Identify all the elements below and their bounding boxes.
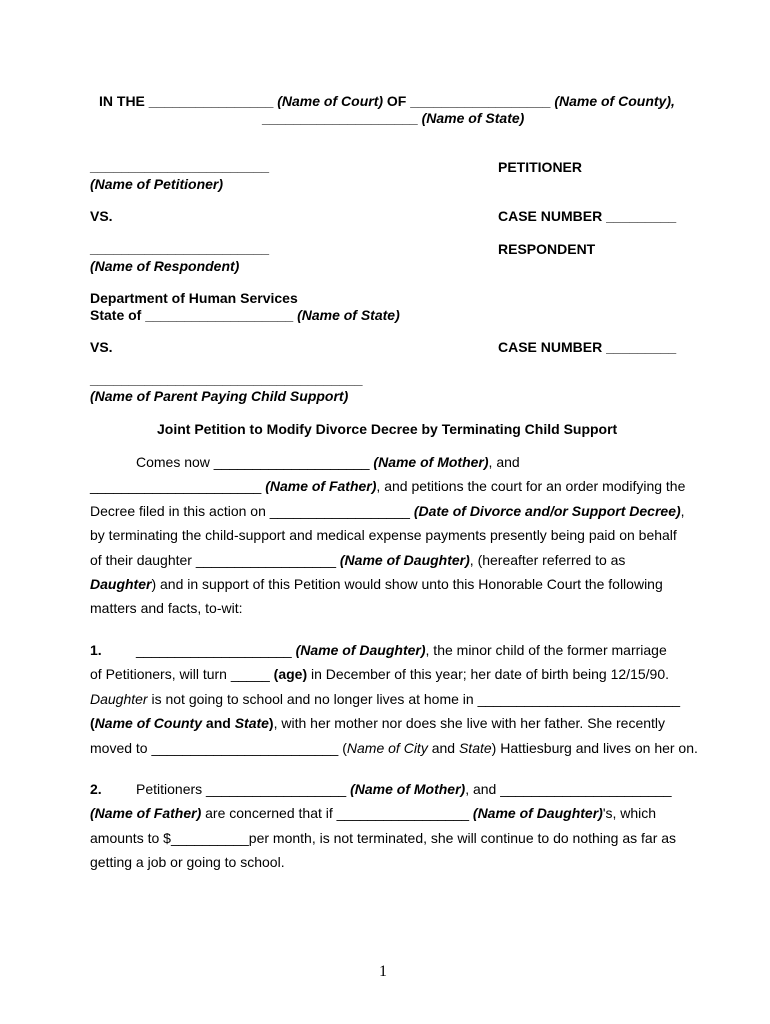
case-number-2: CASE NUMBER _________ xyxy=(498,339,677,355)
petitioner-name-label: (Name of Petitioner) xyxy=(90,176,224,192)
state-of-blank: ___________________ xyxy=(145,307,294,323)
intro-text: ______________________ xyxy=(90,478,262,494)
para1-number: 1. xyxy=(90,642,102,658)
para1-text: in December of this year; her date of birth being 12/15/90. xyxy=(311,666,669,682)
document-title: Joint Petition to Modify Divorce Decree by Terminating Child Support xyxy=(157,421,618,437)
daughter-label: (Name of Daughter) xyxy=(295,642,426,658)
age-label: (age) xyxy=(273,666,308,682)
father-label: (Name of Father) xyxy=(265,478,377,494)
in-the-text: IN THE xyxy=(99,93,145,109)
daughter-label: (Name of Daughter) xyxy=(339,552,470,568)
vs-text-2: VS. xyxy=(90,339,113,355)
county-label: Name of County xyxy=(94,715,203,731)
father-label: (Name of Father) xyxy=(90,805,202,821)
para1-text: ( xyxy=(90,715,95,731)
mother-label: (Name of Mother) xyxy=(373,454,489,470)
court-name-label: (Name of Court) xyxy=(277,93,384,109)
daughter-label: (Name of Daughter) xyxy=(472,805,603,821)
para1-line-4 xyxy=(90,715,665,732)
state-of-line xyxy=(90,307,400,324)
para1-line-2 xyxy=(90,666,669,683)
respondent-label: RESPONDENT xyxy=(498,241,596,257)
vs-text-1: VS. xyxy=(90,208,113,224)
para2-text: 's, which xyxy=(602,805,657,821)
intro-text: , and petitions the court for an order modifying the xyxy=(376,478,686,494)
para2-line-1 xyxy=(136,781,672,798)
page-number: 1 xyxy=(379,963,387,980)
para1-text: ) xyxy=(268,715,274,731)
para1-text: of Petitioners, will turn _____ xyxy=(90,666,270,682)
department-name: Department of Human Services xyxy=(90,290,298,306)
state-of-label: (Name of State) xyxy=(297,307,400,323)
para2-text: are concerned that if _________________ xyxy=(201,805,470,821)
intro-text: ) and in support of this Petition would show unto this Honorable Court the following xyxy=(151,576,663,592)
state-label: State xyxy=(234,715,269,731)
intro-text: , (hereafter referred to as xyxy=(469,552,626,568)
mother-label: (Name of Mother) xyxy=(350,781,466,797)
state-line xyxy=(262,110,524,127)
para1-text: , the minor child of the former marriage xyxy=(425,642,667,658)
para1-text: moved to ________________________ ( xyxy=(90,740,347,756)
intro-line-1 xyxy=(136,454,520,471)
intro-text: Comes now ____________________ xyxy=(136,454,370,470)
state-name-blank: ____________________ xyxy=(262,110,418,126)
petitioner-label: PETITIONER xyxy=(498,159,583,175)
state-name-label: (Name of State) xyxy=(421,110,525,126)
petitioner-name-blank: _______________________ xyxy=(90,158,270,174)
state-label: State xyxy=(458,740,492,756)
intro-line-4: by terminating the child-support and medical expense payments presently being paid on behalf xyxy=(90,527,677,543)
court-line xyxy=(99,93,675,110)
respondent-name-blank: _______________________ xyxy=(90,240,270,256)
para1-text: , with her mother nor does she live with her father. She recently xyxy=(273,715,666,731)
court-name-blank: ________________ xyxy=(148,93,274,109)
intro-line-3 xyxy=(90,503,685,520)
respondent-name-label: (Name of Respondent) xyxy=(90,258,240,274)
intro-text: Decree filed in this action on __________________ xyxy=(90,503,410,519)
parent-name-label: (Name of Parent Paying Child Support) xyxy=(90,388,349,404)
intro-line-7: matters and facts, to-wit: xyxy=(90,600,243,616)
para2-text: Petitioners __________________ xyxy=(136,781,347,797)
intro-line-5 xyxy=(90,552,625,569)
para2-line-4: getting a job or going to school. xyxy=(90,854,285,870)
of-text: OF xyxy=(386,93,407,109)
para1-text: is not going to school and no longer lives at home in __________________________ xyxy=(147,691,681,707)
county-name-blank: __________________ xyxy=(410,93,551,109)
para1-line-5 xyxy=(90,740,698,757)
state-of-text: State of xyxy=(90,307,142,323)
intro-line-6 xyxy=(90,576,663,593)
case-number-1: CASE NUMBER _________ xyxy=(498,208,677,224)
para1-text: and xyxy=(202,715,235,731)
intro-text: , and xyxy=(488,454,520,470)
intro-text: , xyxy=(680,503,685,519)
daughter-term: Daughter xyxy=(90,691,148,707)
decree-date-label: (Date of Divorce and/or Support Decree) xyxy=(413,503,681,519)
para1-text: and xyxy=(427,740,459,756)
intro-text: of their daughter __________________ xyxy=(90,552,336,568)
para1-line-3 xyxy=(90,691,680,708)
para2-line-3: amounts to $__________per month, is not terminated, she will continue to do nothing as far as xyxy=(90,830,677,846)
para2-number: 2. xyxy=(90,781,102,797)
para2-line-2 xyxy=(90,805,656,822)
daughter-term: Daughter xyxy=(90,576,152,592)
intro-line-2 xyxy=(90,478,685,495)
para1-text: ____________________ xyxy=(136,642,292,658)
city-label: Name of City xyxy=(346,740,428,756)
parent-name-blank: ___________________________________ xyxy=(90,371,363,387)
county-name-label: (Name of County), xyxy=(554,93,675,109)
para2-text: , and ______________________ xyxy=(465,781,672,797)
para1-text: ) Hattiesburg and lives on her on. xyxy=(491,740,698,756)
para1-line-1 xyxy=(136,642,667,659)
